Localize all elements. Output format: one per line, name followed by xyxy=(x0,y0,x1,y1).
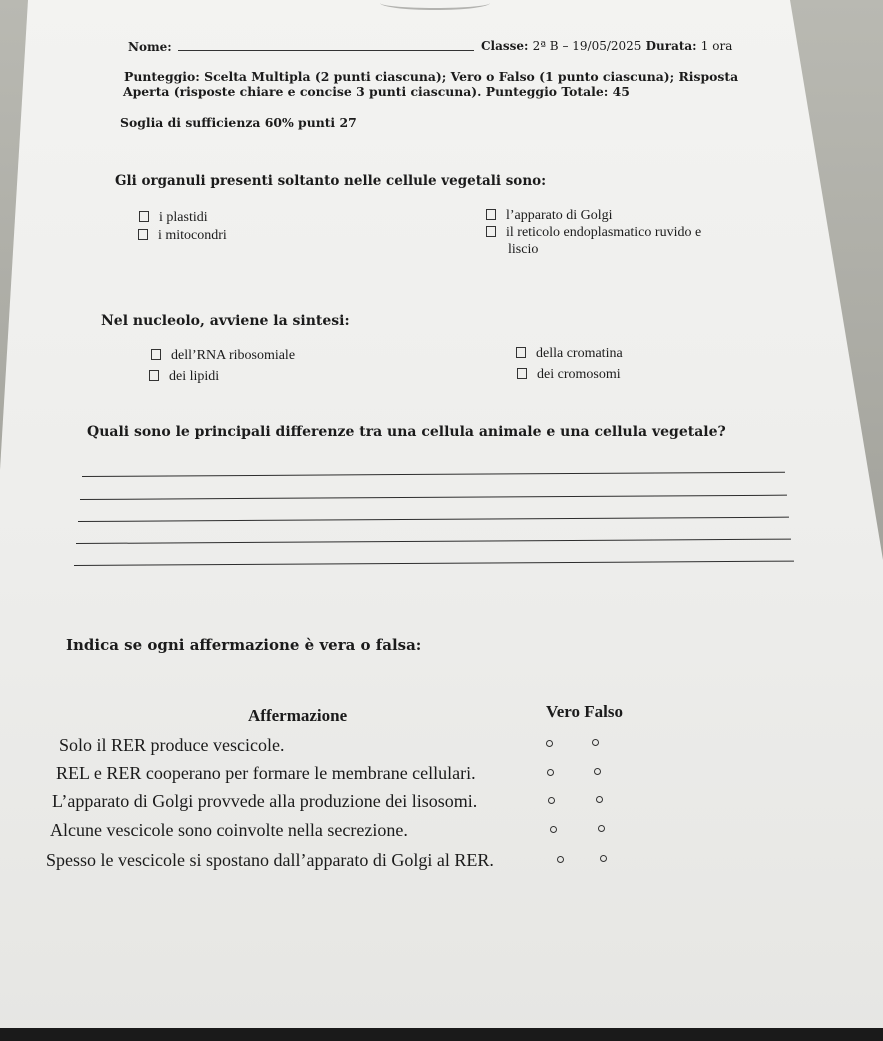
tf-column-true-false: Vero Falso xyxy=(546,702,623,721)
radio-false-4[interactable] xyxy=(598,825,605,832)
checkbox[interactable] xyxy=(517,368,527,379)
duration-label: Durata: xyxy=(645,39,697,53)
desk-edge xyxy=(0,1028,883,1041)
radio-false-1[interactable] xyxy=(592,739,599,746)
tf-statement-5: Spesso le vescicole si spostano dall’apparato di Golgi al RER. xyxy=(46,850,494,870)
radio-true-3[interactable] xyxy=(548,797,555,804)
checkbox[interactable] xyxy=(139,211,149,222)
tf-instruction: Indica se ogni affermazione è vera o falsa: xyxy=(66,636,422,654)
q1-option-d-continued: liscio xyxy=(508,242,539,257)
tf-statement-4: Alcune vescicole sono coinvolte nella secrezione. xyxy=(50,820,408,840)
tf-column-statement: Affermazione xyxy=(248,706,348,725)
radio-false-5[interactable] xyxy=(600,855,607,862)
checkbox[interactable] xyxy=(486,209,496,220)
checkbox[interactable] xyxy=(486,226,496,237)
q1-text: Gli organuli presenti soltanto nelle cellule vegetali sono: xyxy=(115,173,547,189)
scoring-line-2: Aperta (risposte chiare e concise 3 punti ciascuna). Punteggio Totale: 45 xyxy=(123,84,630,99)
q2-text: Nel nucleolo, avviene la sintesi: xyxy=(101,313,350,329)
name-blank-line[interactable] xyxy=(178,39,474,51)
name-label: Nome: xyxy=(128,40,172,54)
checkbox[interactable] xyxy=(516,347,526,358)
class-info xyxy=(481,39,732,53)
scoring-line-1: Punteggio: Scelta Multipla (2 punti ciascuna); Vero o Falso (1 punto ciascuna); Risposta xyxy=(124,69,739,84)
q2-option-b[interactable]: dei lipidi xyxy=(149,369,219,385)
radio-true-2[interactable] xyxy=(547,769,554,776)
q3-text: Quali sono le principali differenze tra una cellula animale e una cellula vegetale? xyxy=(87,424,726,440)
tf-statement-3: L’apparato di Golgi provvede alla produzione dei lisosomi. xyxy=(52,791,478,811)
class-label: Classe: xyxy=(481,39,529,53)
class-value: 2ª B – 19/05/2025 xyxy=(532,39,642,53)
name-field xyxy=(128,39,474,54)
radio-true-4[interactable] xyxy=(550,826,557,833)
q1-option-c[interactable]: l’apparato di Golgi xyxy=(486,208,613,224)
q1-option-a[interactable]: i plastidi xyxy=(139,210,208,226)
checkbox[interactable] xyxy=(138,229,148,240)
checkbox[interactable] xyxy=(149,370,159,381)
q2-option-d[interactable]: dei cromosomi xyxy=(517,367,621,383)
q2-option-c[interactable]: della cromatina xyxy=(516,346,623,362)
tf-statement-2: REL e RER cooperano per formare le membrane cellulari. xyxy=(56,763,476,783)
tf-statement-1: Solo il RER produce vescicole. xyxy=(59,735,285,755)
radio-false-2[interactable] xyxy=(594,768,601,775)
pass-threshold: Soglia di sufficienza 60% punti 27 xyxy=(120,115,357,130)
radio-false-3[interactable] xyxy=(596,796,603,803)
radio-true-5[interactable] xyxy=(557,856,564,863)
q2-option-a[interactable]: dell’RNA ribosomiale xyxy=(151,348,295,364)
checkbox[interactable] xyxy=(151,349,161,360)
q1-option-d[interactable]: il reticolo endoplasmatico ruvido e xyxy=(486,225,701,241)
duration-value: 1 ora xyxy=(700,39,733,53)
radio-true-1[interactable] xyxy=(546,740,553,747)
q1-option-b[interactable]: i mitocondri xyxy=(138,228,227,244)
